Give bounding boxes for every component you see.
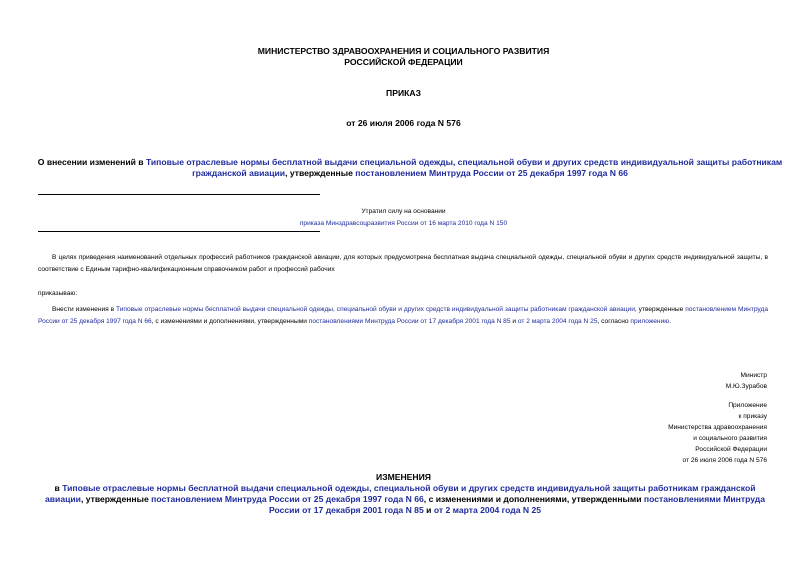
doc-type: ПРИКАЗ	[386, 88, 421, 98]
changes-middle-2: , с изменениями и дополнениями, утвержденными	[423, 494, 644, 504]
changes-middle: , утвержденные	[80, 494, 152, 504]
status-note-link[interactable]: приказа Минздравсоцразвития России от 16 марта 2010 года N 150	[299, 220, 508, 227]
body-text-2: , утвержденные	[634, 306, 686, 313]
body-text-1: Внести изменения в	[52, 306, 117, 313]
body-text-4: и	[510, 318, 518, 325]
changes-link-resolution-85[interactable]: постановлениями Минтруда России от 17 декабря 2001 года N 85	[268, 494, 766, 515]
title-link-resolution[interactable]: постановлением Минтруда России от 25 декабря 1997 года N 66	[355, 168, 628, 178]
appendix-line-2: к приказу	[738, 413, 767, 420]
signature-name: М.Ю.Зурабов	[725, 383, 767, 390]
ministry-header	[0, 46, 807, 68]
appendix-line-1: Приложение	[728, 402, 767, 409]
appendix-line-4: и социального развития	[693, 435, 767, 442]
changes-title	[40, 483, 770, 516]
changes-and: и	[423, 505, 434, 515]
body-text-5: , согласно	[597, 318, 631, 325]
preamble: В целях приведения наименований отдельных профессий работников гражданской авиации, для которых предусмотрена бесплатная выдача специальной одежды, специальной обуви и других средств индивидуальной защиты, в соответствие с Единым тарифно-квалификационным справочником работ и профессий рабочих	[38, 254, 768, 273]
ministry-line-2: РОССИЙСКОЙ ФЕДЕРАЦИИ	[344, 57, 463, 67]
document-title	[30, 157, 790, 179]
body-link-appendix[interactable]: приложению	[630, 318, 670, 325]
title-prefix: О внесении изменений в	[37, 157, 146, 167]
divider-top	[38, 194, 320, 195]
changes-prefix: в	[54, 483, 63, 493]
order-body	[38, 304, 768, 328]
signature-block	[567, 370, 767, 392]
title-middle: , утвержденные	[285, 168, 356, 178]
signature-position: Министр	[740, 372, 767, 379]
body-text-3: , с изменениями и дополнениями, утвержденными	[151, 318, 309, 325]
status-note	[0, 207, 807, 228]
order-word: приказываю:	[38, 290, 78, 297]
appendix-line-3: Министерства здравоохранения	[668, 424, 767, 431]
body-link-resolution-66[interactable]: постановлением Минтруда России от 25 декабря 1997 года N 66	[38, 306, 768, 325]
body-link-resolution-25[interactable]: от 2 марта 2004 года N 25	[517, 318, 598, 325]
appendix-line-6: от 26 июля 2006 года N 576	[682, 457, 767, 464]
changes-link-resolution-25[interactable]: от 2 марта 2004 года N 25	[433, 505, 542, 515]
appendix-reference	[567, 400, 767, 466]
ministry-line-1: МИНИСТЕРСТВО ЗДРАВООХРАНЕНИЯ И СОЦИАЛЬНОГО РАЗВИТИЯ	[257, 46, 550, 56]
body-link-resolution-85[interactable]: постановлениями Минтруда России от 17 декабря 2001 года N 85	[308, 318, 511, 325]
title-link-norms[interactable]: Типовые отраслевые нормы бесплатной выдачи специальной одежды, специальной обуви и других средств индивидуальной защиты работникам гражданской авиации	[145, 157, 783, 178]
changes-link-norms[interactable]: Типовые отраслевые нормы бесплатной выдачи специальной одежды, специальной обуви и других средств индивидуальной защиты работникам гражданской авиации	[44, 483, 756, 504]
divider-bottom	[38, 231, 320, 232]
appendix-line-5: Российской Федерации	[695, 446, 767, 453]
body-link-norms[interactable]: Типовые отраслевые нормы бесплатной выдачи специальной одежды, специальной обуви и других средств индивидуальной защиты работникам гражданской авиации	[116, 306, 635, 313]
doc-date-number: от 26 июля 2006 года N 576	[346, 118, 461, 128]
changes-heading: ИЗМЕНЕНИЯ	[376, 472, 431, 482]
changes-link-resolution-66[interactable]: постановлением Минтруда России от 25 декабря 1997 года N 66	[151, 494, 424, 504]
body-text-6: .	[669, 318, 672, 325]
status-note-line: Утратил силу на основании	[361, 208, 446, 215]
